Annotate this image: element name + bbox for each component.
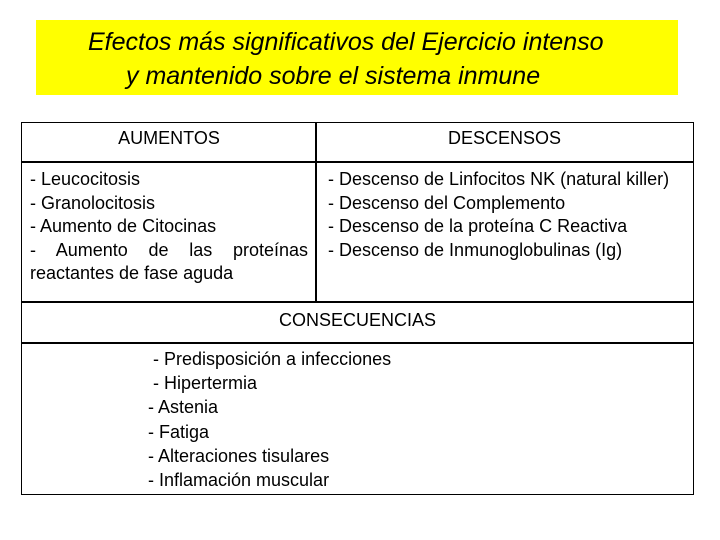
title-banner: [36, 20, 678, 95]
title-line-2: y mantenido sobre el sistema inmune: [126, 62, 541, 90]
consecuencias-item: - Fatiga: [148, 421, 210, 442]
aumentos-item: - Aumento de Citocinas: [30, 216, 217, 236]
effects-table: [21, 122, 694, 495]
aumentos-header-cell: [21, 122, 317, 163]
consecuencias-header: CONSECUENCIAS: [278, 310, 437, 330]
descensos-item: - Descenso de Inmunoglobulinas (Ig): [328, 239, 623, 260]
descensos-item: - Descenso de Linfocitos NK (natural killer): [328, 169, 670, 189]
consecuencias-item: - Hipertermia: [148, 373, 258, 394]
consecuencias-item: - Astenia: [148, 397, 219, 418]
descensos-header: DESCENSOS: [447, 128, 562, 148]
consecuencias-item: - Predisposición a infecciones: [148, 349, 392, 369]
aumentos-item: - Leucocitosis: [30, 169, 141, 189]
consecuencias-item: - Inflamación muscular: [148, 470, 330, 491]
aumentos-header: AUMENTOS: [118, 128, 220, 148]
consecuencias-item: - Alteraciones tisulares: [148, 445, 330, 466]
aumentos-item: - Aumento de las proteínas reactantes de fase aguda: [30, 239, 308, 283]
descensos-header-cell: [315, 122, 694, 163]
descensos-list-cell: [315, 161, 694, 303]
consecuencias-header-cell: [21, 301, 694, 344]
title-line-1: Efectos más significativos del Ejercicio intenso: [88, 28, 604, 56]
descensos-item: - Descenso del Complemento: [328, 192, 566, 213]
consecuencias-list-cell: [21, 342, 694, 495]
aumentos-list-cell: [21, 161, 317, 303]
descensos-item: - Descenso de la proteína C Reactiva: [328, 216, 628, 236]
aumentos-item: - Granolocitosis: [30, 192, 156, 213]
